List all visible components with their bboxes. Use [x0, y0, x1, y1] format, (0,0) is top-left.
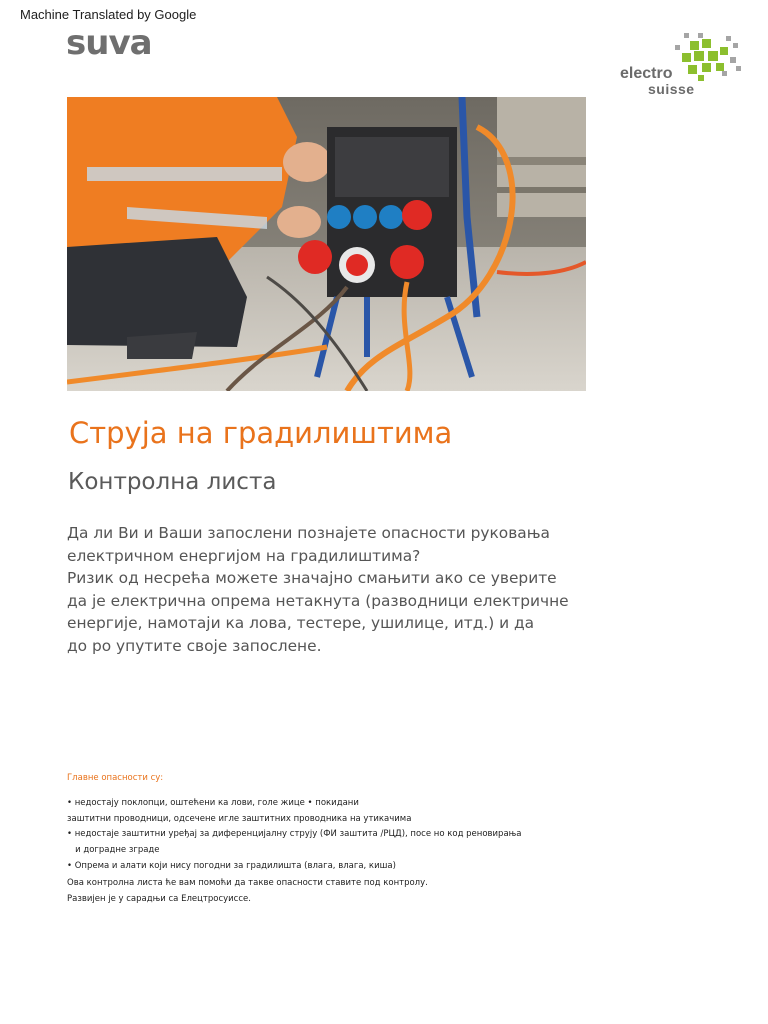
hazard-item: и доградне зграде	[67, 845, 160, 856]
intro-line: до ро упутите своје запослене.	[67, 636, 322, 655]
intro-paragraph	[67, 522, 607, 658]
closing-line: Ова контролна листа ће вам помоћи да такве опасности ставите под контролу.	[67, 878, 428, 888]
page-title: Струја на градилиштима	[69, 416, 453, 450]
hazard-item: • недостају поклопци, оштећени ка лови, голе жице • покидани	[67, 798, 359, 808]
intro-line: Да ли Ви и Ваши запослени познајете опасности руковања	[67, 524, 550, 542]
intro-line: електричном енергијом на градилиштима?	[67, 546, 421, 565]
hazard-item: • Опрема и алати који нису погодни за градилишта (влага, влага, киша)	[67, 860, 396, 871]
intro-line: Ризик од несрећа можете значајно смањити ако се уверите	[67, 569, 557, 588]
electrosuisse-logo-line1: electro	[620, 65, 673, 82]
hazard-item: • недостаје заштитни уређај за диференцијалну струју (ФИ заштита /РЦД), посе но код реновирања	[67, 829, 522, 840]
hazards-heading: Главне опасности су:	[67, 773, 164, 783]
intro-line: да је електрична опрема нетакнута (разводници електричне	[67, 591, 569, 610]
machine-translated-banner: Machine Translated by Google	[20, 7, 197, 22]
hazards-list	[67, 796, 627, 875]
construction-site-photo	[67, 97, 586, 391]
intro-line: енергије, намотаји ка лова, тестере, ушилице, итд.) и да	[67, 614, 535, 633]
worker-distribution-box-illustration	[67, 97, 586, 391]
suva-logo: suva	[66, 23, 152, 63]
hazard-item: заштитни проводници, одсечене игле заштитних проводника на утикачима	[67, 813, 412, 824]
page-subtitle: Контролна листа	[68, 469, 277, 495]
electrosuisse-logo	[618, 33, 748, 101]
closing-line: Развијен је у сарадњи са Елецтросуиссе.	[67, 893, 251, 904]
electrosuisse-logo-line2: suisse	[648, 81, 695, 97]
closing-text	[67, 876, 428, 907]
electrosuisse-dots-icon	[670, 33, 742, 81]
